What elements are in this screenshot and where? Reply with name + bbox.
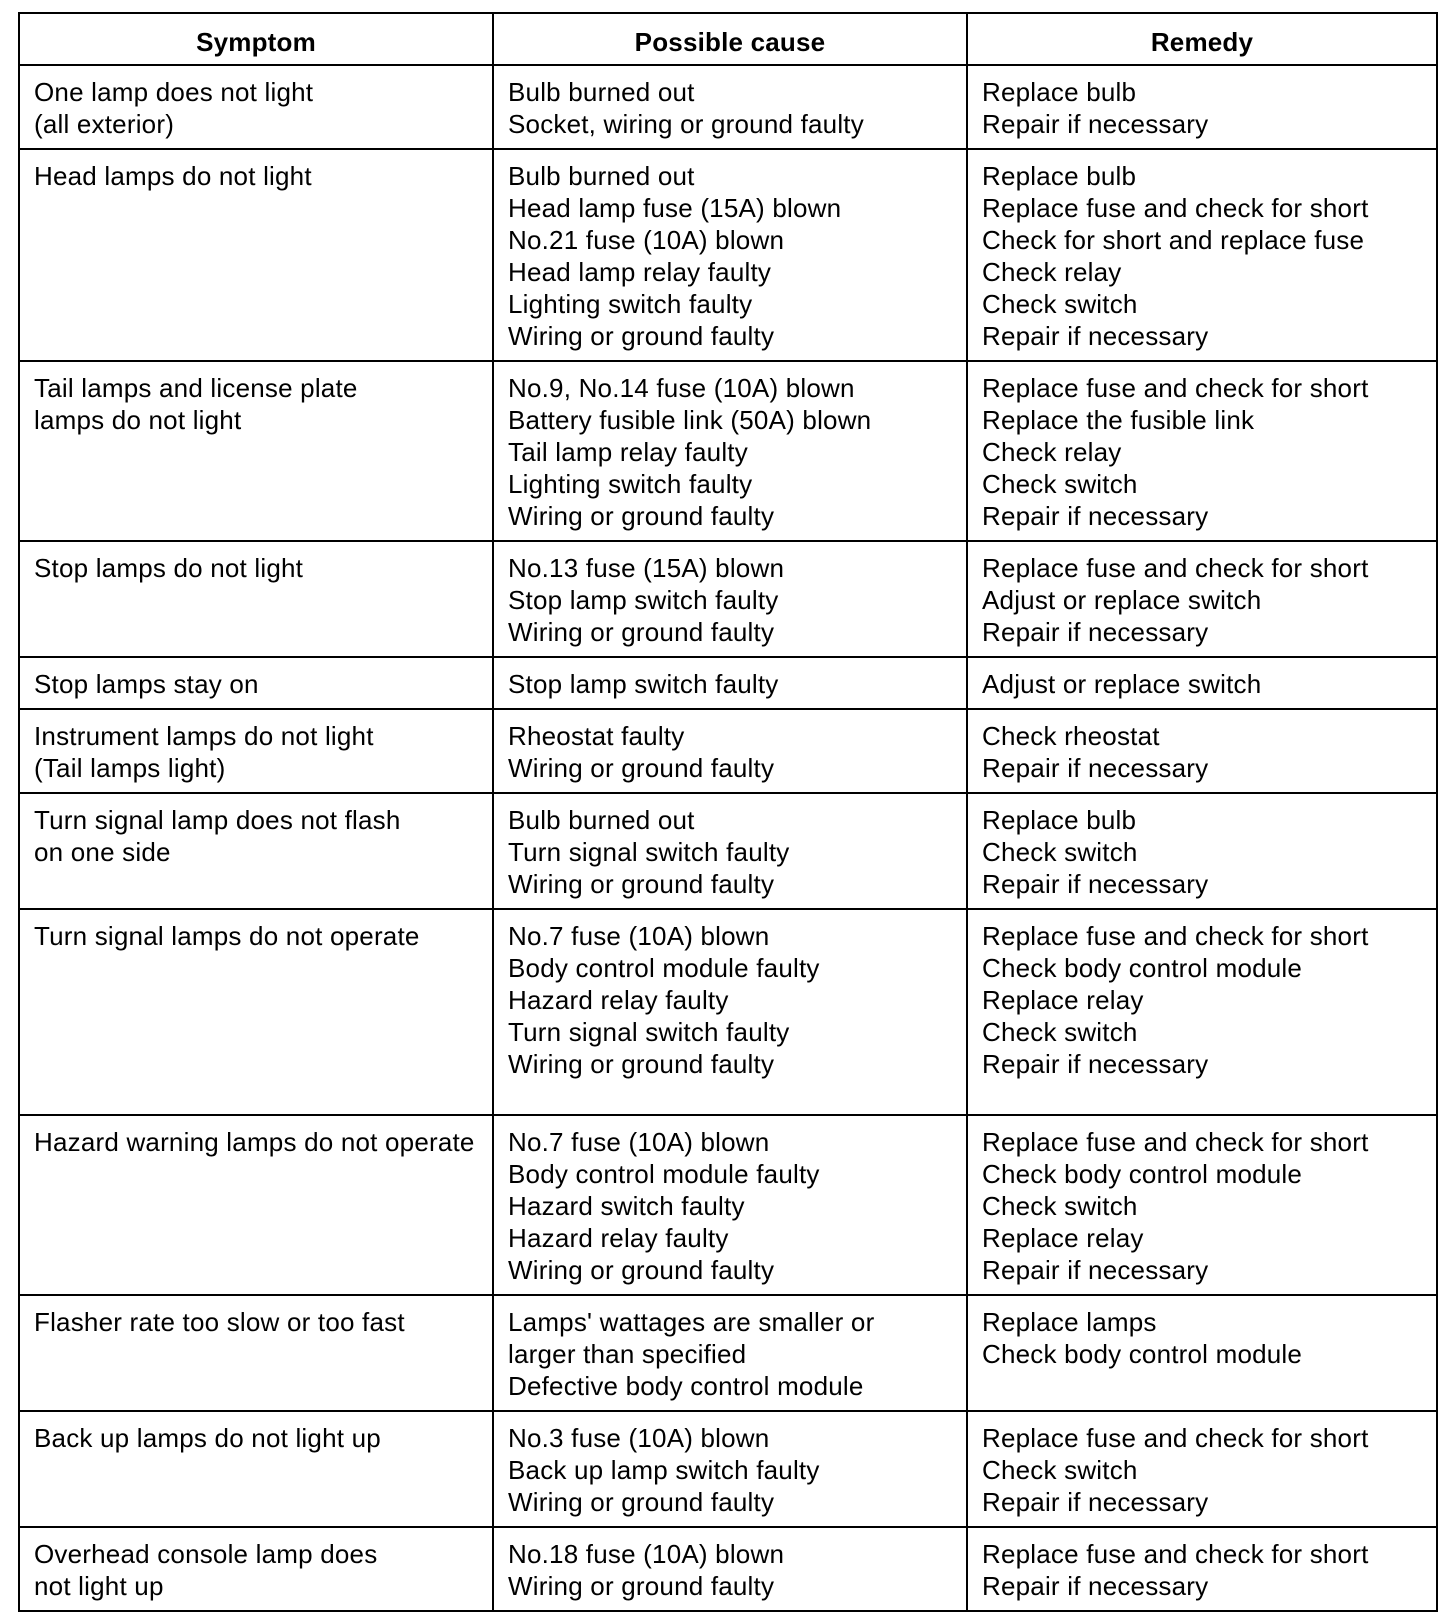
cause-line: Bulb burned out [508, 805, 695, 835]
remedy-line: Replace lamps [982, 1307, 1157, 1337]
cause-cell [493, 657, 967, 709]
cause-line: Hazard relay faulty [508, 1223, 729, 1253]
cause-line: Stop lamp switch faulty [508, 669, 779, 699]
remedy-cell [967, 1411, 1437, 1527]
remedy-line: Check relay [982, 257, 1122, 287]
remedy-line: Repair if necessary [982, 1049, 1209, 1079]
symptom-line: (Tail lamps light) [34, 753, 226, 783]
symptom-line: Head lamps do not light [34, 161, 312, 191]
remedy-cell [967, 1527, 1437, 1611]
symptom-line: lamps do not light [34, 405, 242, 435]
cause-cell [493, 361, 967, 541]
cause-line: Back up lamp switch faulty [508, 1455, 820, 1485]
remedy-line: Repair if necessary [982, 1255, 1209, 1285]
cause-cell [493, 65, 967, 149]
cause-cell [493, 1527, 967, 1611]
remedy-line: Check body control module [982, 1339, 1303, 1369]
cause-line: Body control module faulty [508, 953, 820, 983]
troubleshooting-table [18, 12, 1438, 1612]
remedy-line: Repair if necessary [982, 1487, 1209, 1517]
cause-line: No.21 fuse (10A) blown [508, 225, 785, 255]
table-row [19, 793, 1437, 909]
cause-line: No.7 fuse (10A) blown [508, 921, 770, 951]
symptom-line: not light up [34, 1571, 164, 1601]
cause-line: Bulb burned out [508, 161, 695, 191]
cause-line: Bulb burned out [508, 77, 695, 107]
table-row [19, 65, 1437, 149]
symptom-line: Stop lamps stay on [34, 669, 259, 699]
remedy-line: Replace fuse and check for short [982, 193, 1369, 223]
symptom-cell [19, 1411, 493, 1527]
symptom-line: Overhead console lamp does [34, 1539, 378, 1569]
cause-line: Head lamp relay faulty [508, 257, 772, 287]
header-possible-cause: Possible cause [493, 13, 967, 65]
remedy-line: Replace bulb [982, 77, 1137, 107]
symptom-line: Stop lamps do not light [34, 553, 304, 583]
cause-line: Hazard relay faulty [508, 985, 729, 1015]
remedy-line: Replace fuse and check for short [982, 553, 1369, 583]
cause-cell [493, 1411, 967, 1527]
remedy-line: Repair if necessary [982, 869, 1209, 899]
table-row [19, 657, 1437, 709]
cause-line: Rheostat faulty [508, 721, 685, 751]
cause-line: Battery fusible link (50A) blown [508, 405, 872, 435]
remedy-line: Replace relay [982, 1223, 1144, 1253]
cause-line: Head lamp fuse (15A) blown [508, 193, 842, 223]
symptom-cell [19, 65, 493, 149]
remedy-line: Replace bulb [982, 161, 1137, 191]
cause-line: Wiring or ground faulty [508, 1487, 775, 1517]
cause-line: Tail lamp relay faulty [508, 437, 748, 467]
symptom-line: Turn signal lamp does not flash [34, 805, 401, 835]
cause-cell [493, 1115, 967, 1295]
cause-line: Stop lamp switch faulty [508, 585, 779, 615]
remedy-line: Check relay [982, 437, 1122, 467]
remedy-line: Check switch [982, 837, 1138, 867]
cause-line: Defective body control module [508, 1371, 864, 1401]
remedy-line: Replace fuse and check for short [982, 1127, 1369, 1157]
cause-line: Wiring or ground faulty [508, 1049, 775, 1079]
remedy-cell [967, 541, 1437, 657]
cause-line: Hazard switch faulty [508, 1191, 745, 1221]
symptom-line: Tail lamps and license plate [34, 373, 358, 403]
remedy-line: Adjust or replace switch [982, 585, 1262, 615]
symptom-line: on one side [34, 837, 171, 867]
cause-line: No.9, No.14 fuse (10A) blown [508, 373, 855, 403]
cause-cell [493, 709, 967, 793]
cause-line: Wiring or ground faulty [508, 501, 775, 531]
remedy-line: Replace fuse and check for short [982, 1539, 1369, 1569]
remedy-line: Adjust or replace switch [982, 669, 1262, 699]
remedy-cell [967, 65, 1437, 149]
remedy-line: Replace fuse and check for short [982, 921, 1369, 951]
remedy-cell [967, 793, 1437, 909]
remedy-line: Replace the fusible link [982, 405, 1255, 435]
cause-line: No.18 fuse (10A) blown [508, 1539, 785, 1569]
cause-line: No.13 fuse (15A) blown [508, 553, 785, 583]
symptom-line: Hazard warning lamps do not operate [34, 1127, 475, 1157]
cause-line: Lamps' wattages are smaller or [508, 1307, 875, 1337]
symptom-line: Instrument lamps do not light [34, 721, 374, 751]
cause-line: Lighting switch faulty [508, 289, 753, 319]
table-row [19, 1295, 1437, 1411]
cause-line: Wiring or ground faulty [508, 1255, 775, 1285]
cause-cell [493, 541, 967, 657]
cause-line: Wiring or ground faulty [508, 1571, 775, 1601]
symptom-line: One lamp does not light [34, 77, 314, 107]
remedy-cell [967, 1295, 1437, 1411]
cause-line: Wiring or ground faulty [508, 617, 775, 647]
remedy-cell [967, 909, 1437, 1115]
symptom-cell [19, 361, 493, 541]
remedy-cell [967, 149, 1437, 361]
cause-line: Lighting switch faulty [508, 469, 753, 499]
symptom-cell [19, 149, 493, 361]
table-row [19, 541, 1437, 657]
cause-cell [493, 149, 967, 361]
symptom-cell [19, 709, 493, 793]
remedy-line: Repair if necessary [982, 1571, 1209, 1601]
symptom-cell [19, 541, 493, 657]
header-row [19, 13, 1437, 65]
remedy-line: Repair if necessary [982, 321, 1209, 351]
table-row [19, 909, 1437, 1115]
cause-cell [493, 793, 967, 909]
table-row [19, 1527, 1437, 1611]
remedy-line: Check body control module [982, 953, 1303, 983]
cause-line: Turn signal switch faulty [508, 1017, 790, 1047]
remedy-line: Replace relay [982, 985, 1144, 1015]
remedy-line: Replace fuse and check for short [982, 1423, 1369, 1453]
remedy-line: Repair if necessary [982, 501, 1209, 531]
remedy-line: Check body control module [982, 1159, 1303, 1189]
remedy-line: Check switch [982, 469, 1138, 499]
remedy-line: Replace bulb [982, 805, 1137, 835]
remedy-line: Replace fuse and check for short [982, 373, 1369, 403]
cause-line: No.3 fuse (10A) blown [508, 1423, 770, 1453]
remedy-cell [967, 709, 1437, 793]
header-symptom: Symptom [19, 13, 493, 65]
cause-cell [493, 1295, 967, 1411]
remedy-line: Check switch [982, 1017, 1138, 1047]
remedy-line: Check switch [982, 289, 1138, 319]
remedy-cell [967, 361, 1437, 541]
table-row [19, 149, 1437, 361]
cause-cell [493, 909, 967, 1115]
cause-line: Wiring or ground faulty [508, 753, 775, 783]
cause-line: larger than specified [508, 1339, 747, 1369]
cause-line: Wiring or ground faulty [508, 321, 775, 351]
remedy-line: Check rheostat [982, 721, 1160, 751]
symptom-cell [19, 1115, 493, 1295]
header-remedy: Remedy [967, 13, 1437, 65]
remedy-cell [967, 1115, 1437, 1295]
symptom-cell [19, 1527, 493, 1611]
symptom-cell [19, 657, 493, 709]
cause-line: Wiring or ground faulty [508, 869, 775, 899]
remedy-line: Repair if necessary [982, 617, 1209, 647]
cause-line: Body control module faulty [508, 1159, 820, 1189]
table-row [19, 1115, 1437, 1295]
table-row [19, 1411, 1437, 1527]
remedy-line: Repair if necessary [982, 109, 1209, 139]
remedy-cell [967, 657, 1437, 709]
remedy-line: Repair if necessary [982, 753, 1209, 783]
remedy-line: Check switch [982, 1191, 1138, 1221]
symptom-line: (all exterior) [34, 109, 175, 139]
cause-line: No.7 fuse (10A) blown [508, 1127, 770, 1157]
symptom-line: Turn signal lamps do not operate [34, 921, 420, 951]
troubleshooting-sheet [18, 12, 1436, 1612]
remedy-line: Check for short and replace fuse [982, 225, 1365, 255]
symptom-line: Back up lamps do not light up [34, 1423, 381, 1453]
remedy-line: Check switch [982, 1455, 1138, 1485]
table-row [19, 361, 1437, 541]
cause-line: Socket, wiring or ground faulty [508, 109, 864, 139]
symptom-cell [19, 1295, 493, 1411]
symptom-cell [19, 909, 493, 1115]
symptom-cell [19, 793, 493, 909]
table-row [19, 709, 1437, 793]
cause-line: Turn signal switch faulty [508, 837, 790, 867]
symptom-line: Flasher rate too slow or too fast [34, 1307, 405, 1337]
